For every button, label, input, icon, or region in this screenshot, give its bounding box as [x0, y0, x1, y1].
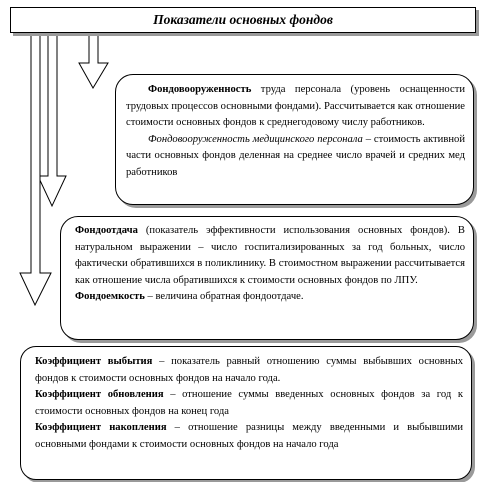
term-fondovooruzhennost-med: Фондовооруженность медицинского персонала — [148, 133, 363, 145]
fondovooruzhennost-definition: труда персонала (уровень оснащенности трудовых процессов основными фондами). Рассчитывается как отношение стоимости основных фондов к среднегодовому числу работников. — [126, 84, 465, 128]
term-koef-obnovleniya: Коэффициент обновления — [35, 389, 164, 400]
koef-nakopleniya-paragraph — [35, 420, 463, 453]
term-koef-nakopleniya: Коэффициент накопления — [35, 422, 167, 433]
arrow-to-fondovooruzhennost — [79, 33, 108, 88]
fondoemkost-definition: – величина обратная фондоотдаче. — [144, 291, 304, 302]
fondovooruzhennost-med-paragraph — [126, 132, 465, 182]
fondoemkost-paragraph — [75, 289, 465, 306]
fondovooruzhennost-paragraph — [126, 82, 465, 132]
term-koef-vybytiya: Коэффициент выбытия — [35, 356, 153, 367]
fondootdacha-box — [60, 216, 474, 340]
fondovooruzhennost-med-definition: – стоимость активной части основных фондов деленная на среднее число врачей и средних мед работников — [126, 133, 465, 178]
koef-vybytiya-paragraph — [35, 354, 463, 387]
diagram-title-box — [10, 7, 476, 33]
koef-obnovleniya-definition: – отношение суммы введенных основных фондов за год к стоимости основных фондов на конец года — [35, 389, 463, 417]
fondootdacha-paragraph — [75, 223, 465, 289]
koef-obnovleniya-paragraph — [35, 387, 463, 420]
arrow-to-koefficienty — [20, 33, 51, 305]
koef-nakopleniya-definition: – отношение разницы между введенными и выбывшими основными фондами к стоимости основных фондов на начало года — [35, 422, 464, 450]
term-fondootdacha: Фондоотдача — [75, 225, 138, 236]
fondootdacha-definition: (показатель эффективности использования основных фондов). В натуральном выражении – число госпитализированных за год больных, число фактически обратившихся в поликлинику. В стоимостном выражении рассчитывается как отношение числа обратившихся к стоимости основных фондов по ЛПУ. — [75, 225, 465, 286]
diagram-title: Показатели основных фондов — [153, 12, 333, 27]
koefficienty-box — [20, 346, 472, 480]
term-fondoemkost: Фондоемкость — [75, 291, 145, 302]
arrow-to-fondootdacha — [38, 33, 66, 206]
fondovooruzhennost-box — [115, 74, 474, 205]
koef-vybytiya-definition: – показатель равный отношению суммы выбывших основных фондов к стоимости основных фондов на начало года. — [35, 356, 463, 384]
term-fondovooruzhennost: Фондовооруженность — [148, 84, 252, 95]
